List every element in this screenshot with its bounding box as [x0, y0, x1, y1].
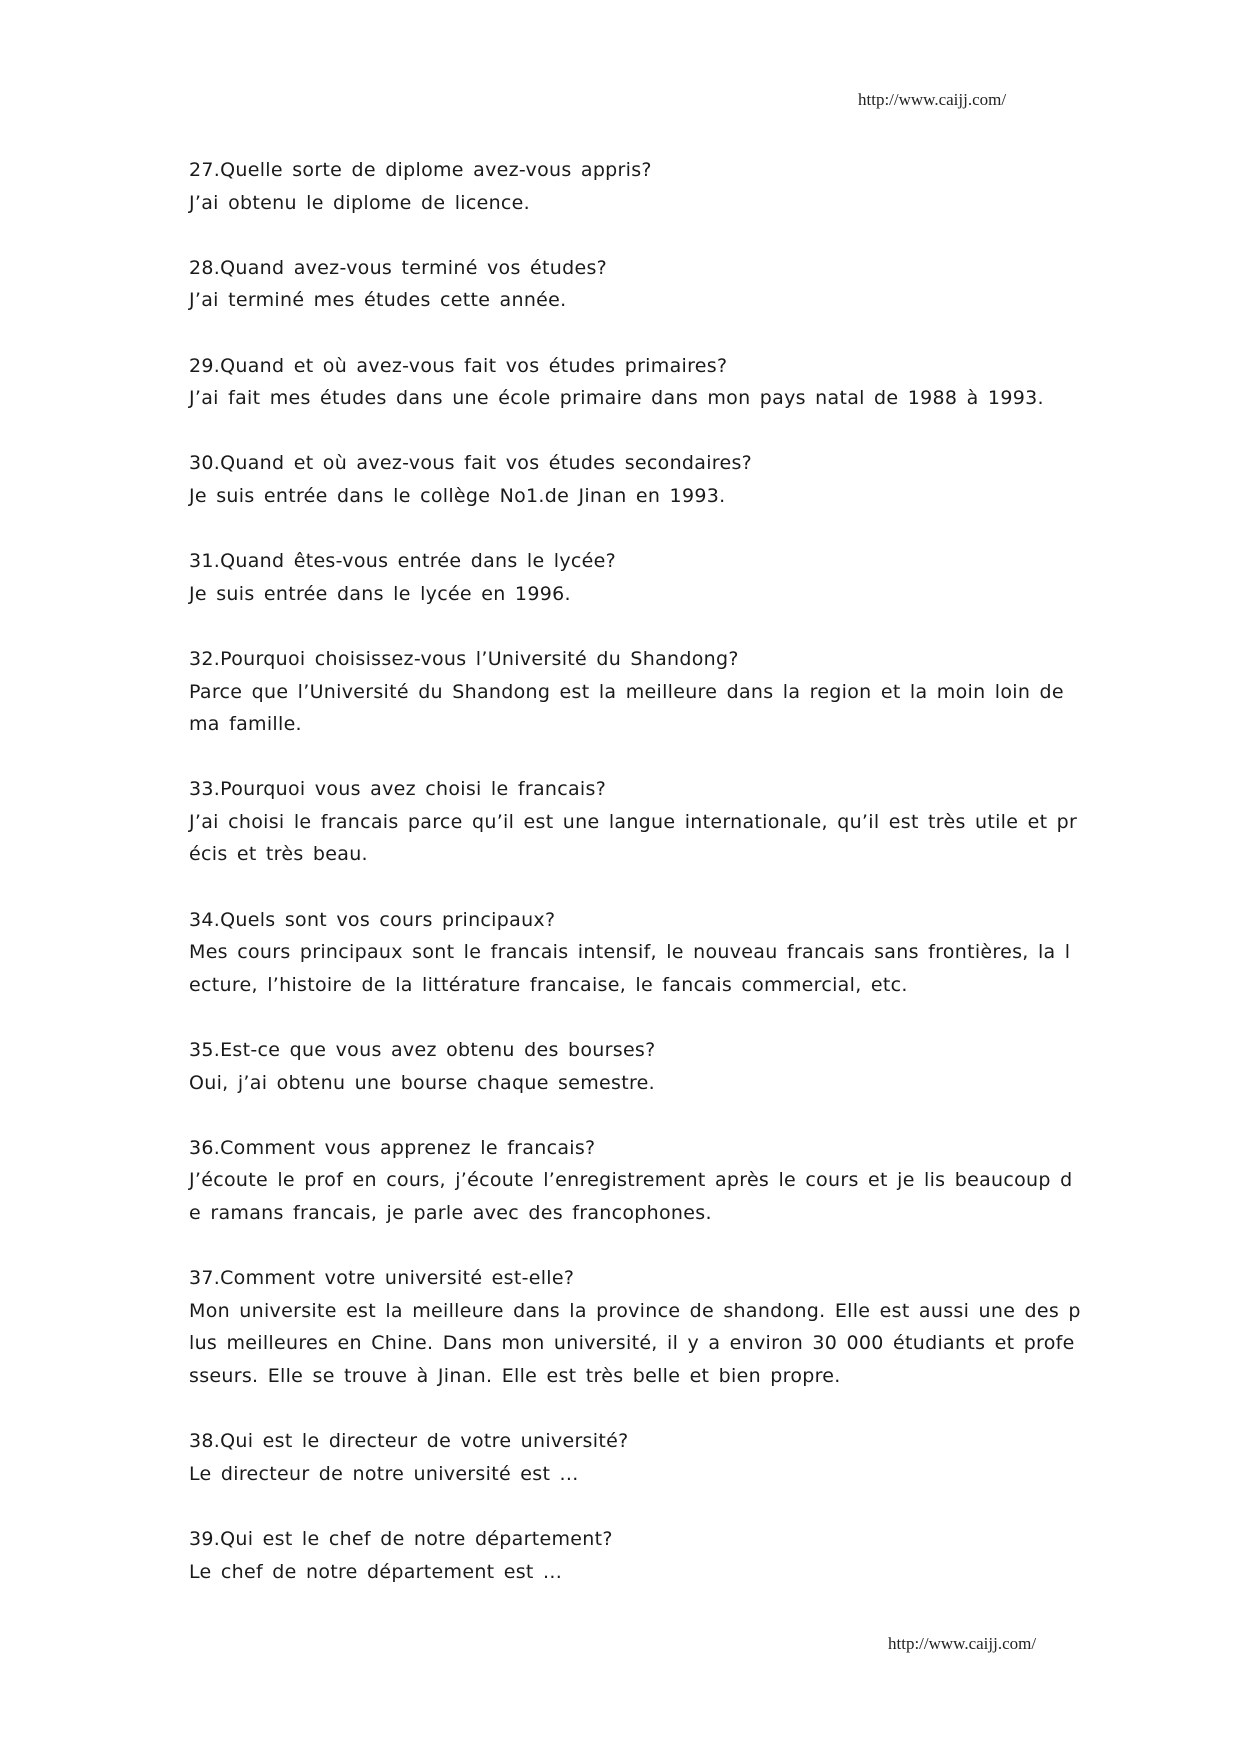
answer-line: Parce que l’Université du Shandong est la meilleure dans la region et la moin loin de: [189, 680, 1064, 703]
answer-line: Le chef de notre département est ...: [189, 1560, 563, 1583]
answer-line: J’écoute le prof en cours, j’écoute l’enregistrement après le cours et je lis beaucoup d: [189, 1169, 1073, 1192]
answer-line: Je suis entrée dans le lycée en 1996.: [189, 582, 571, 605]
question: 28.Quand avez-vous terminé vos études?: [189, 256, 608, 279]
qa-item-32: [189, 643, 1069, 741]
question: 39.Qui est le chef de notre département?: [189, 1527, 613, 1550]
question: 27.Quelle sorte de diplome avez-vous appris?: [189, 159, 652, 181]
qa-item-39: [189, 1523, 1069, 1588]
question: 35.Est-ce que vous avez obtenu des bourses?: [189, 1039, 656, 1062]
answer-line: lus meilleures en Chine. Dans mon université, il y a environ 30 000 étudiants et profe: [189, 1332, 1075, 1355]
document-body: [189, 154, 1081, 1621]
question: 38.Qui est le directeur de votre université?: [189, 1430, 629, 1453]
answer-line: Mes cours principaux sont le francais intensif, le nouveau francais sans frontières, la l: [189, 941, 1071, 964]
answer-line: ecture, l’histoire de la littérature francaise, le fancais commercial, etc.: [189, 973, 908, 996]
answer-line: ma famille.: [189, 713, 302, 736]
question: 31.Quand êtes-vous entrée dans le lycée?: [189, 550, 617, 573]
qa-item-31: [189, 545, 1069, 610]
footer-url: http://www.caijj.com/: [888, 1634, 1037, 1653]
answer-line: Je suis entrée dans le collège No1.de Jinan en 1993.: [189, 484, 726, 507]
answer-line: sseurs. Elle se trouve à Jinan. Elle est très belle et bien propre.: [189, 1364, 841, 1387]
answer-line: Oui, j’ai obtenu une bourse chaque semestre.: [189, 1071, 655, 1094]
qa-item-38: [189, 1425, 1069, 1490]
qa-item-29: [189, 350, 1069, 415]
qa-item-37: [189, 1262, 1081, 1392]
question: 32.Pourquoi choisissez-vous l’Université du Shandong?: [189, 647, 739, 670]
answer-line: écis et très beau.: [189, 843, 368, 866]
qa-item-30: [189, 447, 1069, 512]
qa-item-27: [189, 154, 1069, 219]
answer-line: Mon universite est la meilleure dans la province de shandong. Elle est aussi une des p: [189, 1299, 1081, 1322]
answer-line: J’ai obtenu le diplome de licence.: [189, 191, 531, 214]
qa-item-28: [189, 252, 1069, 317]
question: 36.Comment vous apprenez le francais?: [189, 1136, 596, 1159]
qa-item-34: [189, 904, 1069, 1002]
question: 30.Quand et où avez-vous fait vos études secondaires?: [189, 452, 753, 475]
qa-item-36: [189, 1132, 1073, 1230]
question: 33.Pourquoi vous avez choisi le francais?: [189, 778, 607, 801]
answer-line: e ramans francais, je parle avec des francophones.: [189, 1202, 712, 1224]
question: 34.Quels sont vos cours principaux?: [189, 908, 556, 931]
answer-line: J’ai fait mes études dans une école primaire dans mon pays natal de 1988 à 1993.: [189, 387, 1044, 410]
qa-item-33: [189, 773, 1078, 871]
answer-line: Le directeur de notre université est ...: [189, 1462, 579, 1485]
answer-line: J’ai choisi le francais parce qu’il est une langue internationale, qu’il est très utile et pr: [189, 810, 1078, 833]
header-url: http://www.caijj.com/: [858, 90, 1007, 109]
qa-item-35: [189, 1034, 1069, 1099]
question: 37.Comment votre université est-elle?: [189, 1267, 575, 1290]
answer-line: J’ai terminé mes études cette année.: [189, 289, 567, 312]
question: 29.Quand et où avez-vous fait vos études primaires?: [189, 354, 728, 377]
